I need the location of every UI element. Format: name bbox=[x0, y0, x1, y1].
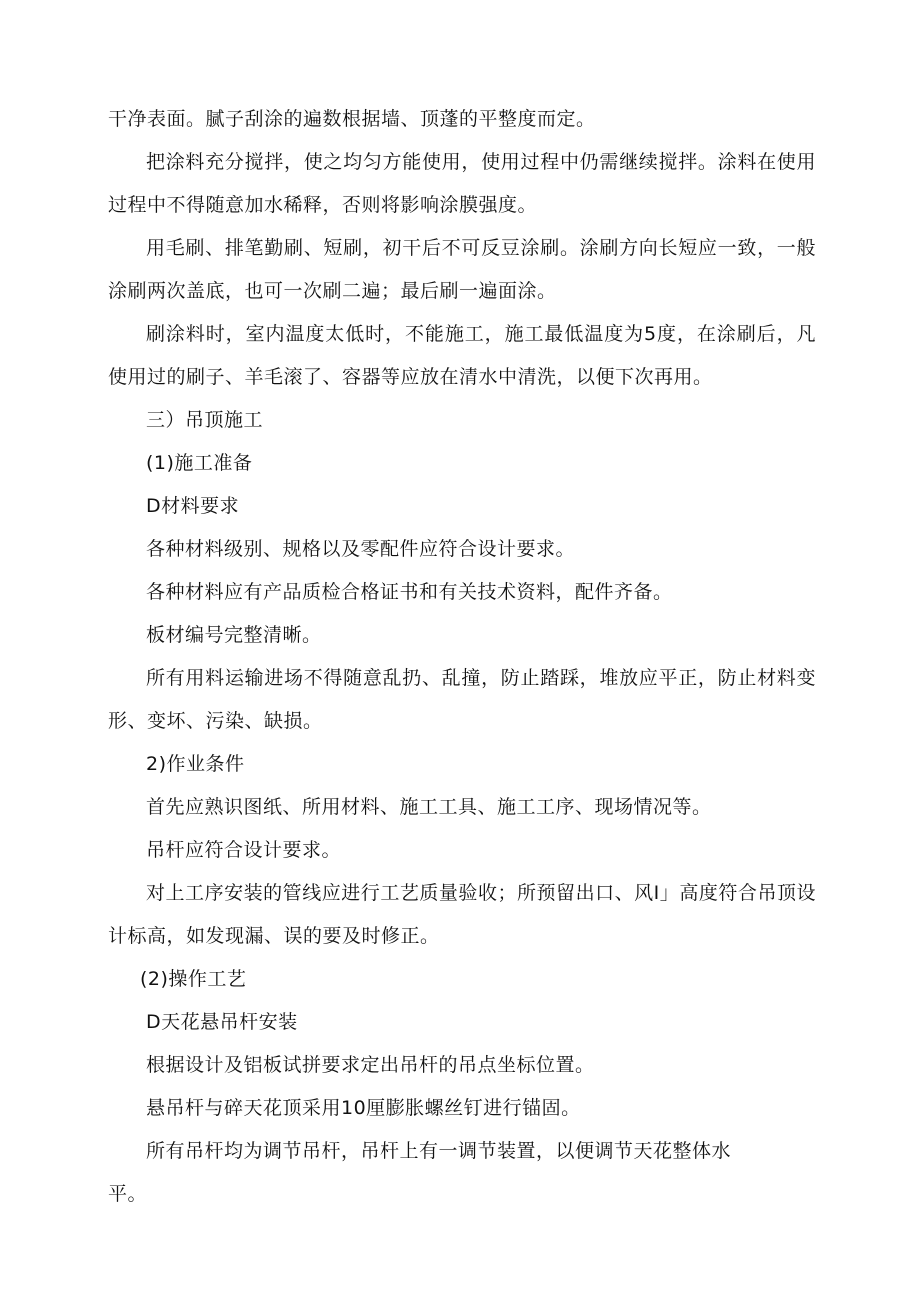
paragraph-drawings: 首先应熟识图纸、所用材料、施工工具、施工工序、现场情况等。 bbox=[146, 796, 712, 818]
paragraph-adjustable-hangers: 所有吊杆均为调节吊杆，吊杆上有一调节装置，以便调节天花整体水平。 bbox=[108, 1140, 732, 1205]
subheading-working-conditions: 2)作业条件 bbox=[146, 753, 245, 775]
document-body bbox=[108, 98, 816, 1216]
paragraph-pipeline-inspection: 对上工序安装的管线应进行工艺质量验收；所预留出口、风I」高度符合吊顶设计标高，如发现漏、误的要及时修正。 bbox=[108, 882, 816, 947]
paragraph-material-grade: 各种材料级别、规格以及零配件应符合设计要求。 bbox=[146, 538, 576, 560]
paragraph-material-transport: 所有用料运输进场不得随意乱扔、乱撞，防止踏踩，堆放应平正，防止材料变形、变坏、污染、缺损。 bbox=[108, 667, 816, 732]
paragraph-board-numbering: 板材编号完整清晰。 bbox=[146, 624, 322, 646]
subheading-material-requirements: D材料要求 bbox=[146, 495, 240, 517]
paragraph-temperature: 刷涂料时，室内温度太低时，不能施工，施工最低温度为5度，在涂刷后，凡使用过的刷子、羊毛滚了、容器等应放在清水中清洗，以便下次再用。 bbox=[108, 323, 816, 388]
paragraph-hanger-rods: 吊杆应符合设计要求。 bbox=[146, 839, 342, 861]
subheading-operation-process: (2)操作工艺 bbox=[140, 968, 247, 990]
section-heading-ceiling: 三）吊顶施工 bbox=[146, 409, 264, 431]
paragraph-anchoring: 悬吊杆与碎天花顶采用10厘膨胀螺丝钉进行锚固。 bbox=[146, 1097, 581, 1119]
paragraph-continuation: 干净表面。腻子刮涂的遍数根据墙、顶蓬的平整度而定。 bbox=[108, 108, 596, 130]
paragraph-material-certificates: 各种材料应有产品质检合格证书和有关技术资料，配件齐备。 bbox=[146, 581, 673, 603]
paragraph-paint-mixing: 把涂料充分搅拌，使之均匀方能使用，使用过程中仍需继续搅拌。涂料在使用过程中不得随意加水稀释，否则将影响涂膜强度。 bbox=[108, 151, 816, 216]
subheading-hanger-installation: D天花悬吊杆安装 bbox=[146, 1011, 298, 1033]
subheading-preparation: (1)施工准备 bbox=[146, 452, 253, 474]
paragraph-brushing: 用毛刷、排笔勤刷、短刷，初干后不可反豆涂刷。涂刷方向长短应一致，一般涂刷两次盖底，也可一次刷二遍；最后刷一遍面涂。 bbox=[108, 237, 816, 302]
paragraph-hanger-coordinates: 根据设计及铝板试拼要求定出吊杆的吊点坐标位置。 bbox=[146, 1054, 595, 1076]
